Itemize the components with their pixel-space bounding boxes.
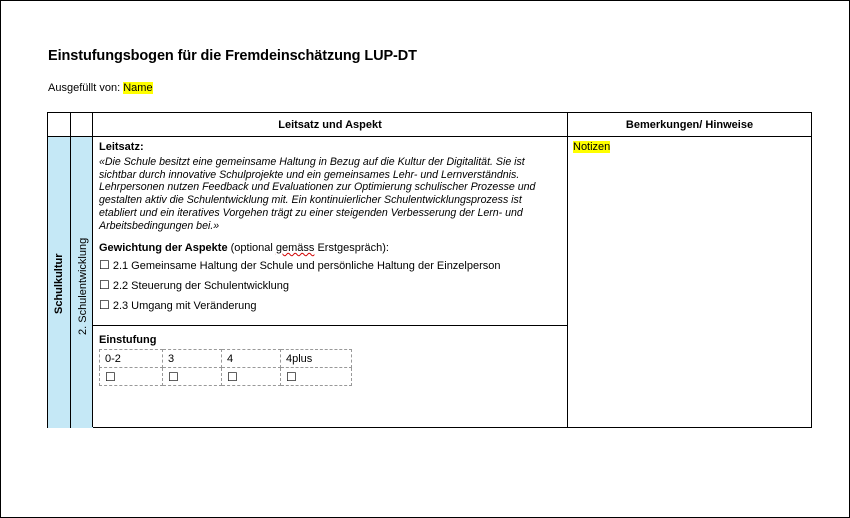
rating-level: 4plus [281,350,352,368]
filled-by-label: Ausgefüllt von: [48,82,124,94]
aspect-2-3-row[interactable] [99,295,561,315]
weighting-heading: Gewichtung der Aspekte (optional gemäss Erstgespräch): [99,242,389,255]
filled-by-line [48,82,153,94]
checkbox-icon[interactable]: ☐ [99,298,110,313]
subcategory-label: 2. Schulentwicklung [77,237,89,335]
assessment-table [47,112,812,428]
notes-cell [573,141,610,154]
rating-table [99,349,352,386]
rating-checkbox-0-2[interactable]: ☐ [105,369,116,384]
rating-label: Einstufung [99,334,157,346]
filled-by-name-field[interactable]: Name [123,82,153,94]
rating-checkbox-4[interactable]: ☐ [227,369,238,384]
aspect-2-2-row[interactable] [99,275,561,295]
aspect-label: 2.2 Steuerung der Schulentwicklung [112,280,289,293]
notes-field[interactable]: Notizen [573,141,611,153]
rating-checkbox-4plus[interactable]: ☐ [286,369,297,384]
leitsatz-text: «Die Schule besitzt eine gemeinsame Haltung in Bezug auf die Kultur der Digitalität. Sie ist sichtbar durch innovative Schulprojekte und ein gemeinsames Lehr- und Lernverständnis. Lehrpersonen nutzen Feedback und Evaluationen zur Optimierung schulischer Prozesse und gestalten aktiv die Schulentwicklung mit. Ein kontinuierlicher Schulentwicklungsprozess ist etabliert und ein iteratives Vorgehen trägt zu einer steigenden Verbesserung der Lern- und Arbeitsbedingungen bei.» [99,156,536,232]
category-label: Schulkultur [53,253,65,314]
document-title: Einstufungsbogen für die Fremdeinschätzung LUP-DT [48,48,417,64]
rating-level: 4 [222,350,281,368]
aspect-label: 2.3 Umgang mit Veränderung [112,300,257,313]
aspect-2-1-row[interactable] [99,255,561,275]
rating-level: 0-2 [100,350,163,368]
header-principle: Leitsatz und Aspekt [278,119,382,131]
rating-checkbox-3[interactable]: ☐ [168,369,179,384]
leitsatz-label: Leitsatz: [99,141,144,153]
rating-level: 3 [163,350,222,368]
checkbox-icon[interactable]: ☐ [99,258,110,273]
weighting-label: Gewichtung der Aspekte [99,242,228,255]
leitsatz-block [99,141,561,315]
header-remarks: Bemerkungen/ Hinweise [625,119,754,131]
checkbox-icon[interactable]: ☐ [99,278,110,293]
aspect-label: 2.1 Gemeinsame Haltung der Schule und persönliche Haltung der Einzelperson [112,260,501,273]
